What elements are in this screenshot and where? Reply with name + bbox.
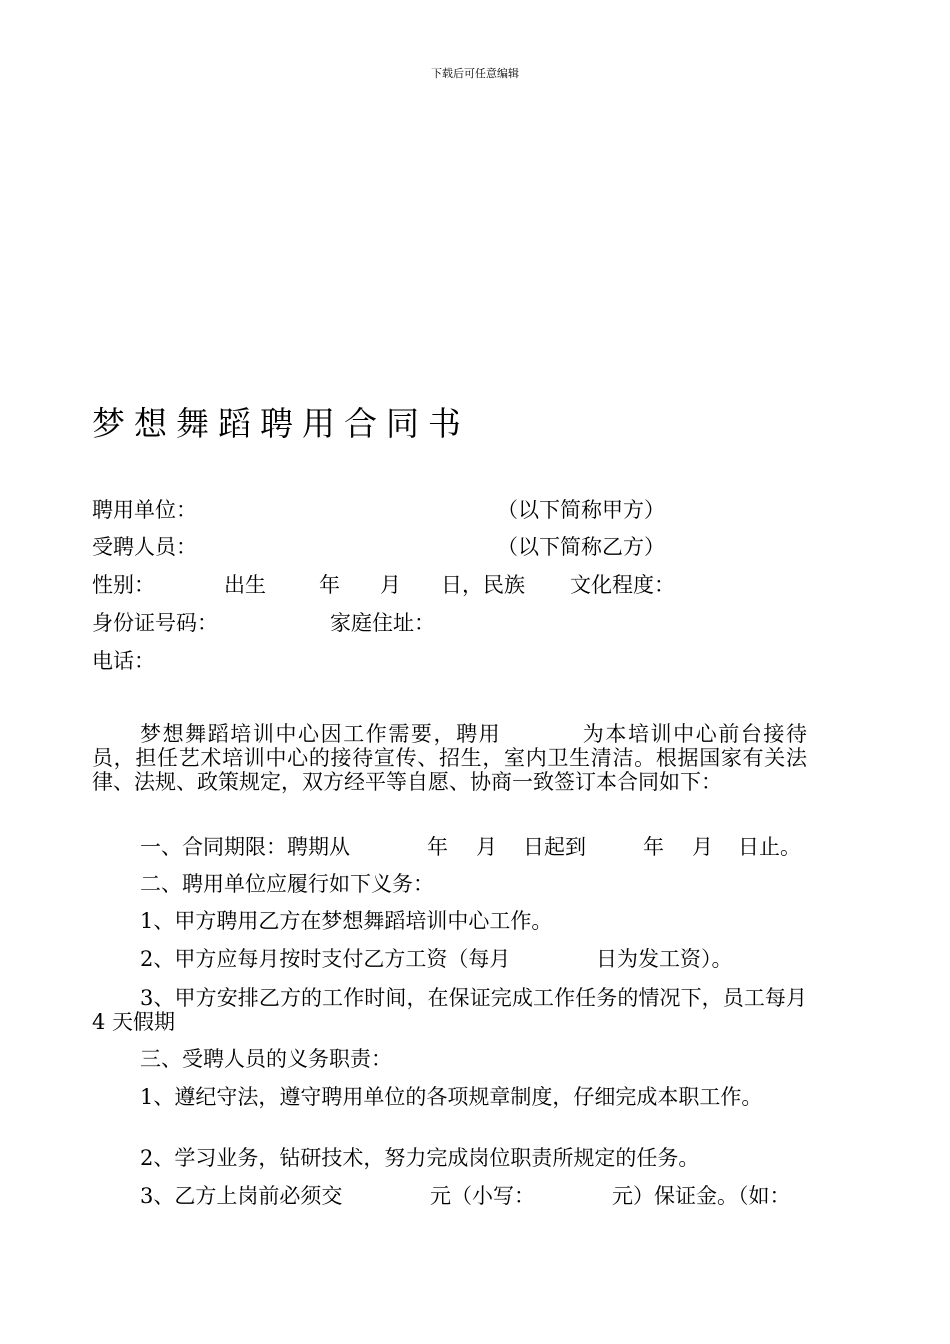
- employee-note: （以下简称乙方）: [497, 535, 665, 559]
- birth-month-label: 月: [380, 573, 401, 597]
- term-month-1: 月: [476, 835, 497, 859]
- section3-item3-c: 元）保证金。（如：: [612, 1184, 791, 1208]
- employer-note: （以下简称甲方）: [497, 498, 665, 522]
- section3-item3-b: 元（小写：: [430, 1184, 535, 1208]
- intro-part2: 为本培训中心前台接待员，担任艺术培训中心的接待宣传、招生，室内卫生清洁。根据国家有关法律、法规、政策规定，双方经平等自愿、协商一致签订本合同如下：: [92, 722, 808, 794]
- intro-paragraph: [92, 722, 807, 794]
- employee-label: 受聘人员：: [92, 535, 197, 559]
- address-label: 家庭住址：: [330, 611, 435, 635]
- section2-item2-a: 2、甲方应每月按时支付乙方工资（每月: [140, 947, 511, 971]
- header-note: 下载后可任意编辑: [431, 67, 519, 80]
- birth-label: 出生: [224, 573, 266, 597]
- term-day-1: 日起到: [523, 835, 586, 859]
- term-month-2: 月: [692, 835, 713, 859]
- section3-item1: 1、遵纪守法，遵守聘用单位的各项规章制度，仔细完成本职工作。: [140, 1085, 763, 1109]
- term-start: 一、合同期限：聘期从: [140, 835, 350, 859]
- education-label: 文化程度：: [570, 573, 675, 597]
- day-ethnicity-label: 日，民族: [441, 573, 525, 597]
- section3-item3-a: 3、乙方上岗前必须交: [140, 1184, 343, 1208]
- section3-heading: 三、受聘人员的义务职责：: [140, 1047, 392, 1071]
- term-year-1: 年: [427, 835, 448, 859]
- section2-item1: 1、甲方聘用乙方在梦想舞蹈培训中心工作。: [140, 909, 553, 933]
- section2-heading: 二、聘用单位应履行如下义务：: [140, 872, 434, 896]
- id-number-label: 身份证号码：: [92, 611, 218, 635]
- intro-part1: 梦想舞蹈培训中心因工作需要，聘用: [140, 722, 502, 746]
- employer-label: 聘用单位：: [92, 498, 197, 522]
- section3-item2: 2、学习业务，钻研技术，努力完成岗位职责所规定的任务。: [140, 1146, 700, 1170]
- gender-label: 性别：: [92, 573, 155, 597]
- phone-label: 电话：: [92, 649, 155, 673]
- section2-item3: 3、甲方安排乙方的工作时间，在保证完成工作任务的情况下，员工每月 4 天假期: [92, 986, 807, 1034]
- section2-item2-b: 日为发工资）。: [596, 947, 733, 971]
- term-year-2: 年: [643, 835, 664, 859]
- birth-year-label: 年: [319, 573, 340, 597]
- term-end: 日止。: [738, 835, 801, 859]
- contract-title: 梦想舞蹈聘用合同书: [92, 404, 470, 443]
